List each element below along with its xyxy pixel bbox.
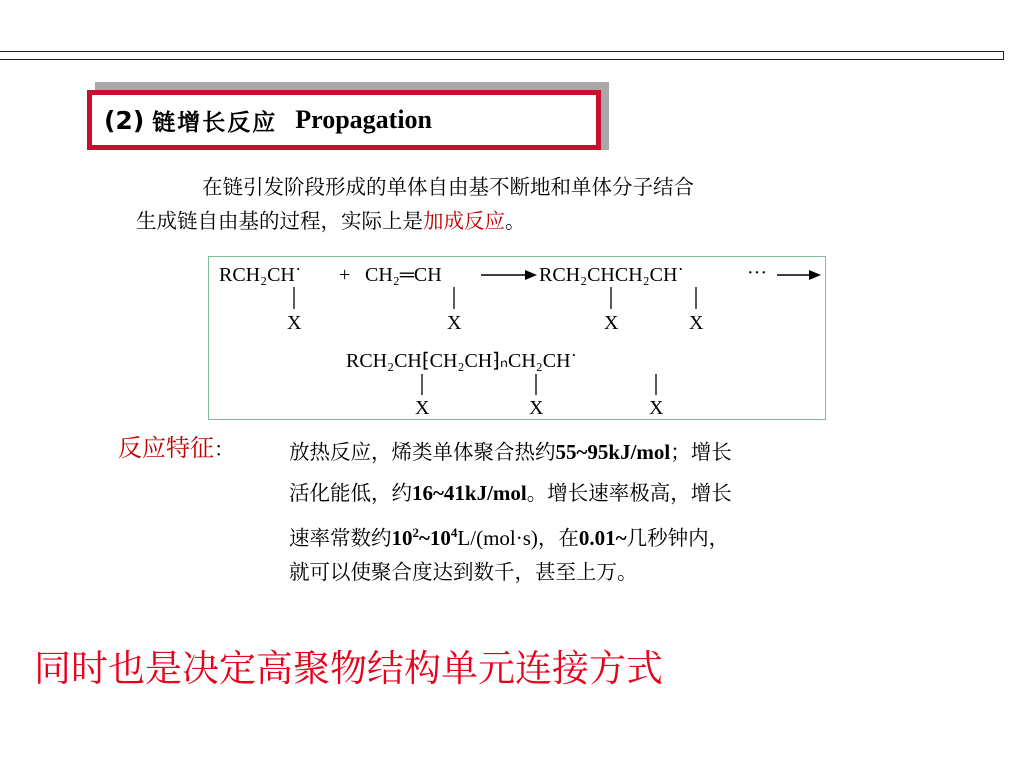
eq-substituent-1: X	[287, 312, 302, 334]
intro-paragraph	[136, 170, 896, 238]
features-description	[289, 432, 909, 593]
title-chinese: 链增长反应	[152, 108, 278, 136]
eq-substituent-7: X	[649, 397, 664, 419]
features-label-text: 反应特征	[118, 434, 214, 462]
eq-arrow-1-head	[525, 270, 537, 280]
title-english: Propagation	[295, 105, 433, 134]
propagation-equation-figure	[208, 256, 826, 420]
eq-substituent-6: X	[529, 397, 544, 419]
rate-constant-high-exp: 4	[450, 525, 458, 540]
time-text: ，在	[537, 526, 579, 550]
eq-plus-sign: +	[339, 264, 351, 286]
rate-constant-low-exp: 2	[412, 525, 419, 540]
activation-text: 活化能低，约	[289, 481, 412, 505]
rate-constant-high-base: 10	[429, 526, 451, 550]
eq-product: RCH₂CHCH₂CH˙	[539, 264, 685, 286]
section-title	[87, 90, 601, 150]
eq-monomer: CH₂═CH	[365, 264, 442, 286]
bottom-note: 同时也是决定高聚物结构单元连接方式	[34, 647, 663, 690]
features-line-1	[289, 432, 909, 473]
intro-line-1: 在链引发阶段形成的单体自由基不断地和单体分子结合	[202, 175, 694, 199]
top-divider	[0, 51, 1004, 60]
eq-radical-reactant: RCH₂CH˙	[219, 264, 302, 286]
eq-substituent-5: X	[415, 397, 430, 419]
features-line-2	[289, 473, 909, 514]
rate-constant-tilde: ~	[419, 526, 430, 550]
addition-reaction-highlight: 加成反应	[423, 209, 505, 233]
heat-text-end: ；增长	[670, 440, 732, 464]
activation-value: 16~41kJ/mol	[412, 481, 527, 505]
eq-arrow-2-head	[809, 270, 821, 280]
rate-constant-unit: L/(mol·s)	[457, 526, 538, 550]
activation-text-end: 。增长速率极高，增长	[526, 481, 732, 505]
eq-substituent-2: X	[447, 312, 462, 334]
heat-value: 55~95kJ/mol	[555, 440, 671, 464]
eq-continuation-dots: ···	[747, 262, 767, 284]
intro-line-2	[136, 204, 896, 238]
time-value: 0.01~	[578, 526, 627, 550]
intro-line-2-suffix: 。	[505, 209, 526, 233]
equation-svg	[209, 257, 827, 421]
eq-substituent-4: X	[689, 312, 704, 334]
intro-line-2-prefix: 生成链自由基的过程，实际上是	[136, 209, 423, 233]
features-label	[118, 428, 234, 463]
features-line-3	[289, 514, 909, 552]
features-line-4: 就可以使聚合度达到数千，甚至上万。	[289, 560, 638, 584]
eq-substituent-3: X	[604, 312, 619, 334]
heat-text: 放热反应，烯类单体聚合热约	[289, 440, 556, 464]
rate-constant-text: 速率常数约	[289, 526, 392, 550]
features-label-colon: ：	[214, 437, 234, 461]
eq-polymer-chain: RCH₂CH⁅CH₂CH⁆ₙCH₂CH˙	[346, 350, 578, 372]
time-text-end: 几秒钟内，	[626, 526, 730, 550]
rate-constant-low-base: 10	[391, 526, 413, 550]
title-number: (2)	[104, 105, 145, 135]
